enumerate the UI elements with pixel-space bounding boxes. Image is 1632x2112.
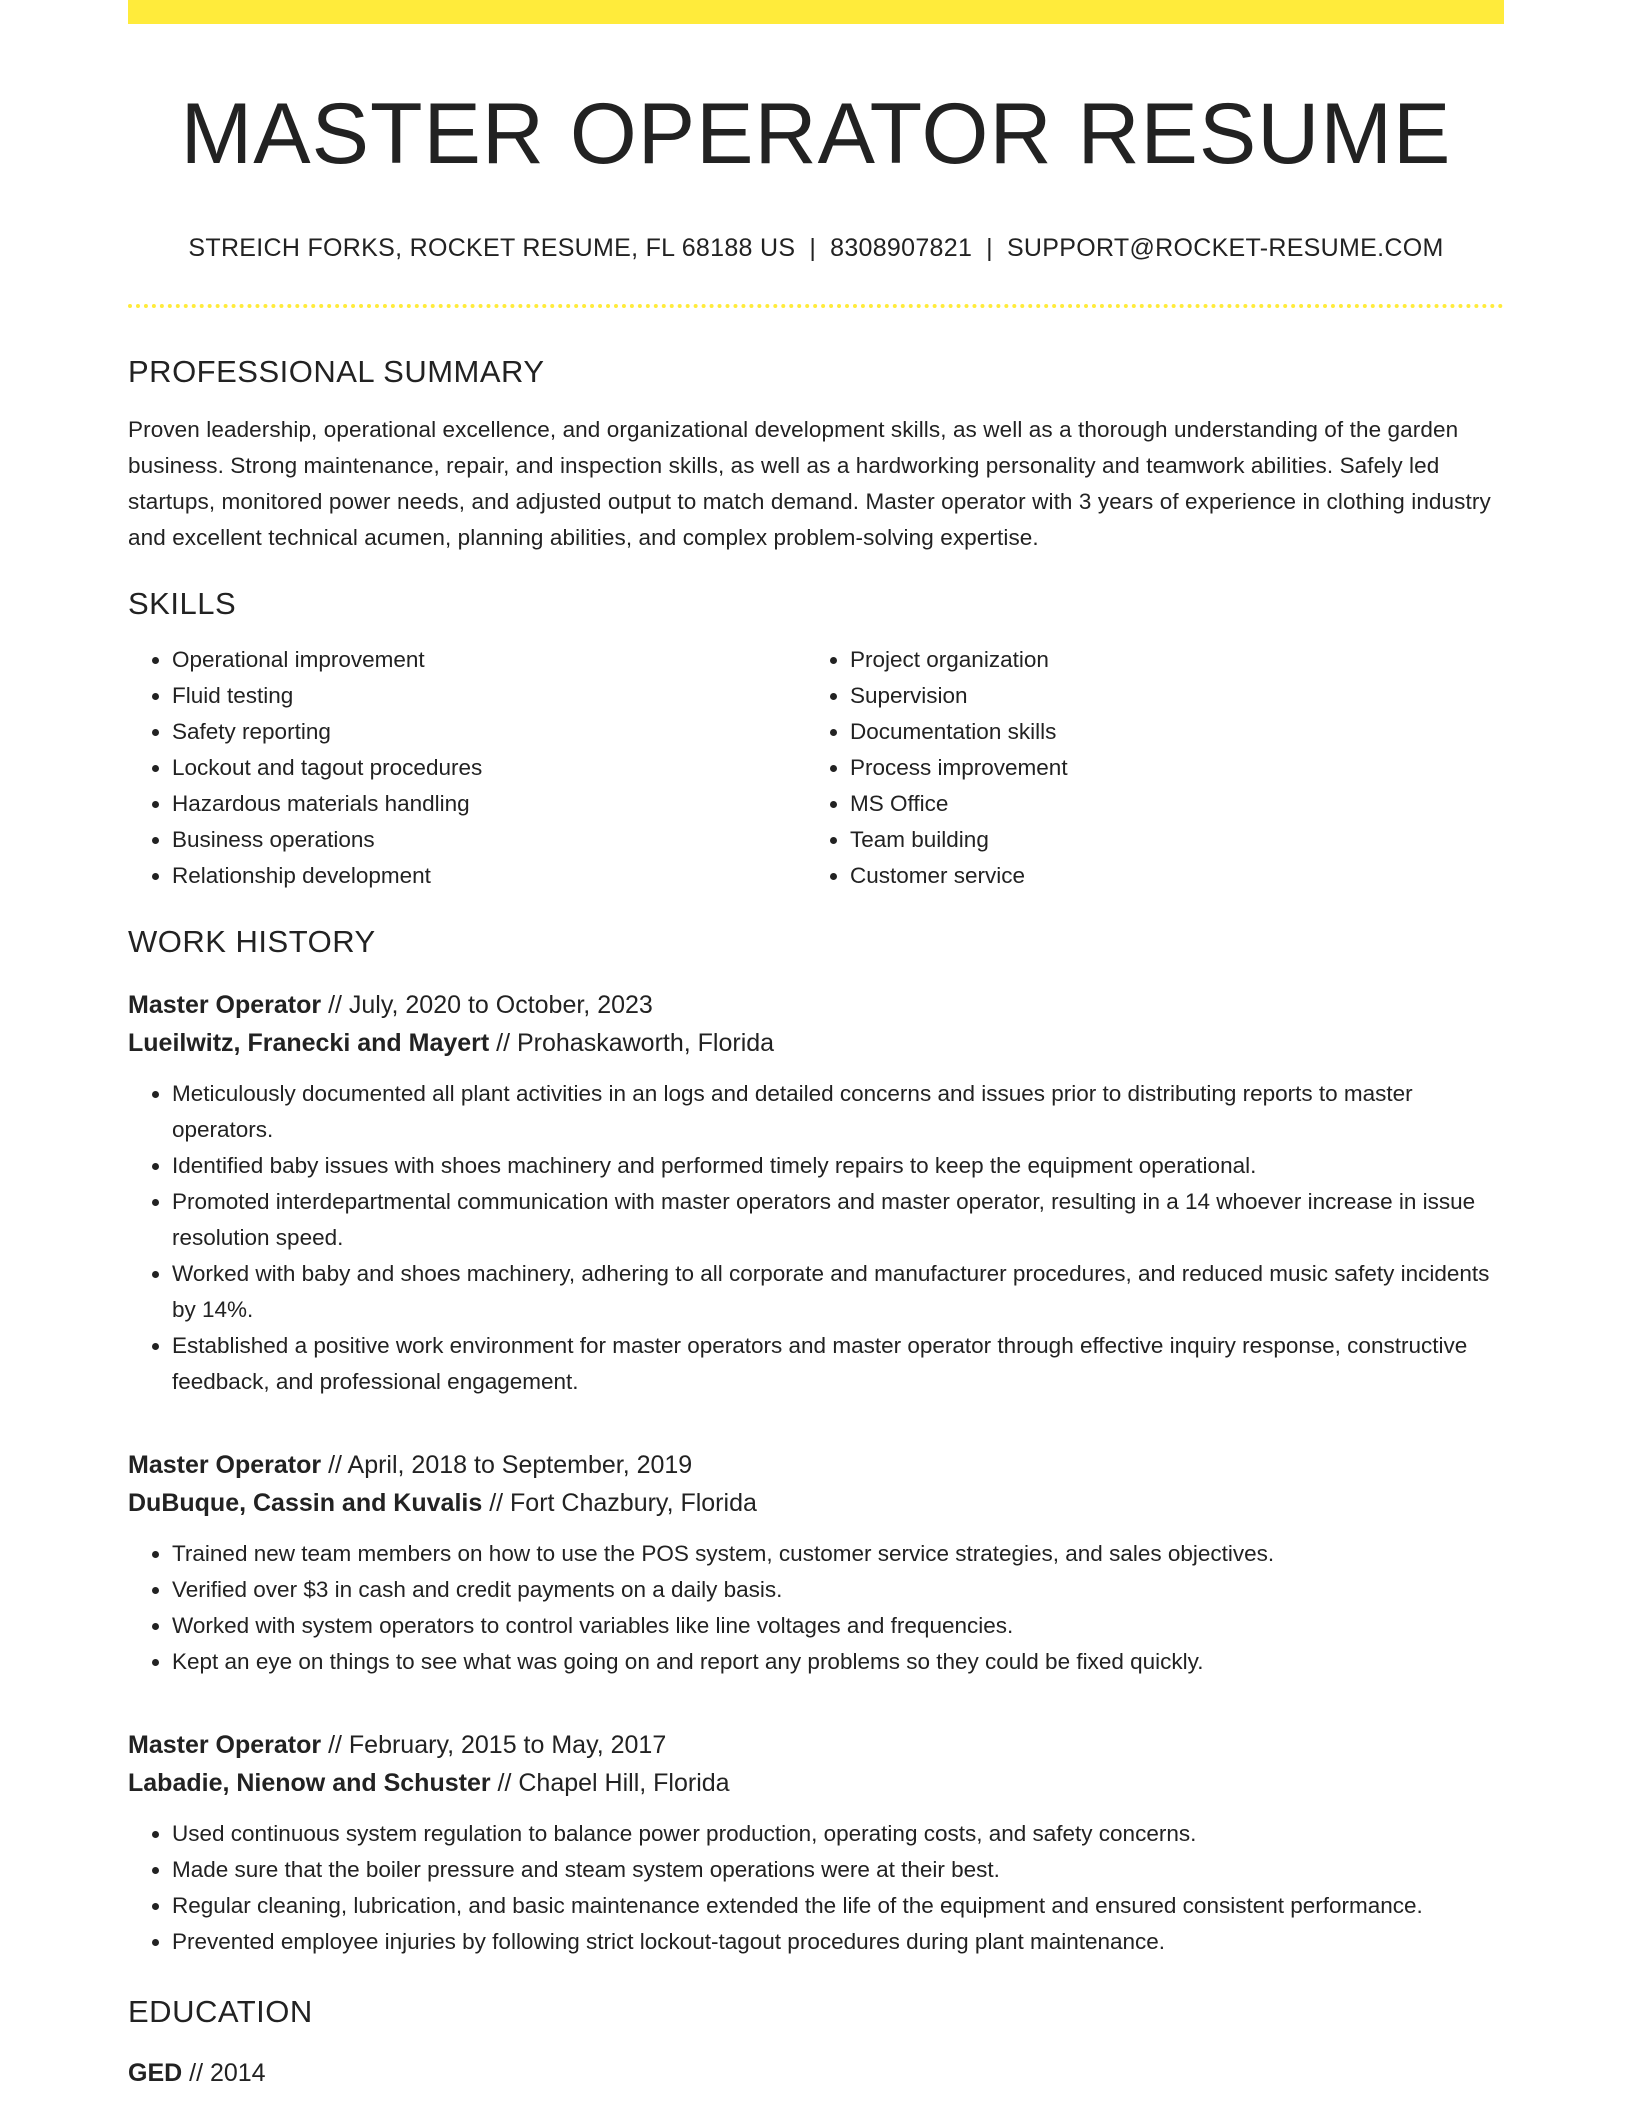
resume-title: MASTER OPERATOR RESUME (180, 86, 1452, 182)
job-bullets (128, 1816, 1504, 1960)
accent-top-bar (128, 0, 1504, 24)
job-bullet: • Identified baby issues with shoes machinery and performed timely repairs to keep the equipment operational. (172, 1148, 1504, 1184)
job-location: // Chapel Hill, Florida (490, 1769, 730, 1797)
contact-separator: | (809, 234, 817, 262)
education-year: // 2014 (182, 2059, 266, 2087)
skill-item: • Business operations (172, 822, 806, 858)
skill-item: • Lockout and tagout procedures (172, 750, 806, 786)
skill-item: • Supervision (850, 678, 1500, 714)
job-title: Master Operator (128, 991, 322, 1019)
summary-heading: PROFESSIONAL SUMMARY (128, 354, 545, 389)
job-bullet: • Promoted interdepartmental communication with master operators and master operator, resulting in a 14 whoever increase in issue resolution speed. (172, 1184, 1504, 1256)
contact-phone: 8308907821 (830, 234, 973, 262)
job-bullet: • Prevented employee injuries by following strict lockout-tagout procedures during plant maintenance. (172, 1924, 1504, 1960)
job-bullet: • Verified over $3 in cash and credit payments on a daily basis. (172, 1572, 1504, 1608)
education-entry (128, 2054, 1504, 2092)
contact-separator: | (986, 234, 993, 262)
job-company: DuBuque, Cassin and Kuvalis (128, 1489, 483, 1517)
job-company: Lueilwitz, Franecki and Mayert (128, 1029, 490, 1057)
job-company-line (128, 1024, 1504, 1062)
skills-list-left (128, 642, 806, 894)
job-bullet: • Worked with system operators to control variables like line voltages and frequencies. (172, 1608, 1504, 1644)
job-bullet: • Established a positive work environment for master operators and master operator through effective inquiry response, constructive feedback, and professional engagement. (172, 1328, 1504, 1400)
contact-line (128, 232, 1504, 264)
education-degree: GED (128, 2059, 183, 2087)
job-company-line (128, 1484, 1504, 1522)
dotted-divider (128, 304, 1504, 308)
job-entry (128, 1446, 1504, 1680)
job-company-line (128, 1764, 1504, 1802)
job-title-line (128, 986, 1504, 1024)
skills-heading: SKILLS (128, 586, 237, 621)
job-dates: // February, 2015 to May, 2017 (321, 1731, 667, 1759)
job-entry (128, 1726, 1504, 1960)
skill-item: • Customer service (850, 858, 1500, 894)
resume-page (128, 0, 1504, 2092)
job-bullet: • Kept an eye on things to see what was going on and report any problems so they could be fixed quickly. (172, 1644, 1504, 1680)
skill-item: • Safety reporting (172, 714, 806, 750)
skills-columns (128, 642, 1504, 894)
job-title: Master Operator (128, 1451, 322, 1479)
job-bullets (128, 1076, 1504, 1400)
job-bullet: • Used continuous system regulation to balance power production, operating costs, and safety concerns. (172, 1816, 1504, 1852)
skills-list-right (806, 642, 1500, 894)
work-history-heading: WORK HISTORY (128, 924, 376, 959)
skill-item: • Documentation skills (850, 714, 1500, 750)
job-bullet: • Made sure that the boiler pressure and steam system operations were at their best. (172, 1852, 1504, 1888)
job-title-line (128, 1446, 1504, 1484)
skill-item: • Fluid testing (172, 678, 806, 714)
skill-item: • MS Office (850, 786, 1500, 822)
job-title: Master Operator (128, 1731, 322, 1759)
job-bullet: • Meticulously documented all plant activities in an logs and detailed concerns and issues prior to distributing reports to master operators. (172, 1076, 1504, 1148)
skill-item: • Process improvement (850, 750, 1500, 786)
education-heading: EDUCATION (128, 1994, 313, 2029)
summary-text: Proven leadership, operational excellence, and organizational development skills, as well as a thorough understanding of the garden business. Strong maintenance, repair, and inspection skills, as well as a hardworking personality and teamwork abilities. Safely led startups, monitored power needs, and adjusted output to match demand. Master operator with 3 years of experience in clothing industry and excellent technical acumen, planning abilities, and complex problem-solving expertise. (128, 417, 1491, 550)
skill-item: • Project organization (850, 642, 1500, 678)
job-company: Labadie, Nienow and Schuster (128, 1769, 491, 1797)
job-bullet: • Trained new team members on how to use the POS system, customer service strategies, and sales objectives. (172, 1536, 1504, 1572)
skill-item: • Team building (850, 822, 1500, 858)
job-entry (128, 986, 1504, 1400)
skill-item: • Hazardous materials handling (172, 786, 806, 822)
contact-email: SUPPORT@ROCKET-RESUME.COM (1006, 234, 1444, 262)
job-bullets (128, 1536, 1504, 1680)
job-bullet: • Regular cleaning, lubrication, and basic maintenance extended the life of the equipment and ensured consistent performance. (172, 1888, 1504, 1924)
job-title-line (128, 1726, 1504, 1764)
job-dates: // April, 2018 to September, 2019 (321, 1451, 693, 1479)
skill-item: • Relationship development (172, 858, 806, 894)
job-location: // Fort Chazbury, Florida (482, 1489, 757, 1517)
skill-item: • Operational improvement (172, 642, 806, 678)
job-bullet: • Worked with baby and shoes machinery, adhering to all corporate and manufacturer procedures, and reduced music safety incidents by 14%. (172, 1256, 1504, 1328)
contact-address: STREICH FORKS, ROCKET RESUME, FL 68188 US (188, 234, 796, 262)
job-dates: // July, 2020 to October, 2023 (321, 991, 653, 1019)
job-location: // Prohaskaworth, Florida (489, 1029, 775, 1057)
